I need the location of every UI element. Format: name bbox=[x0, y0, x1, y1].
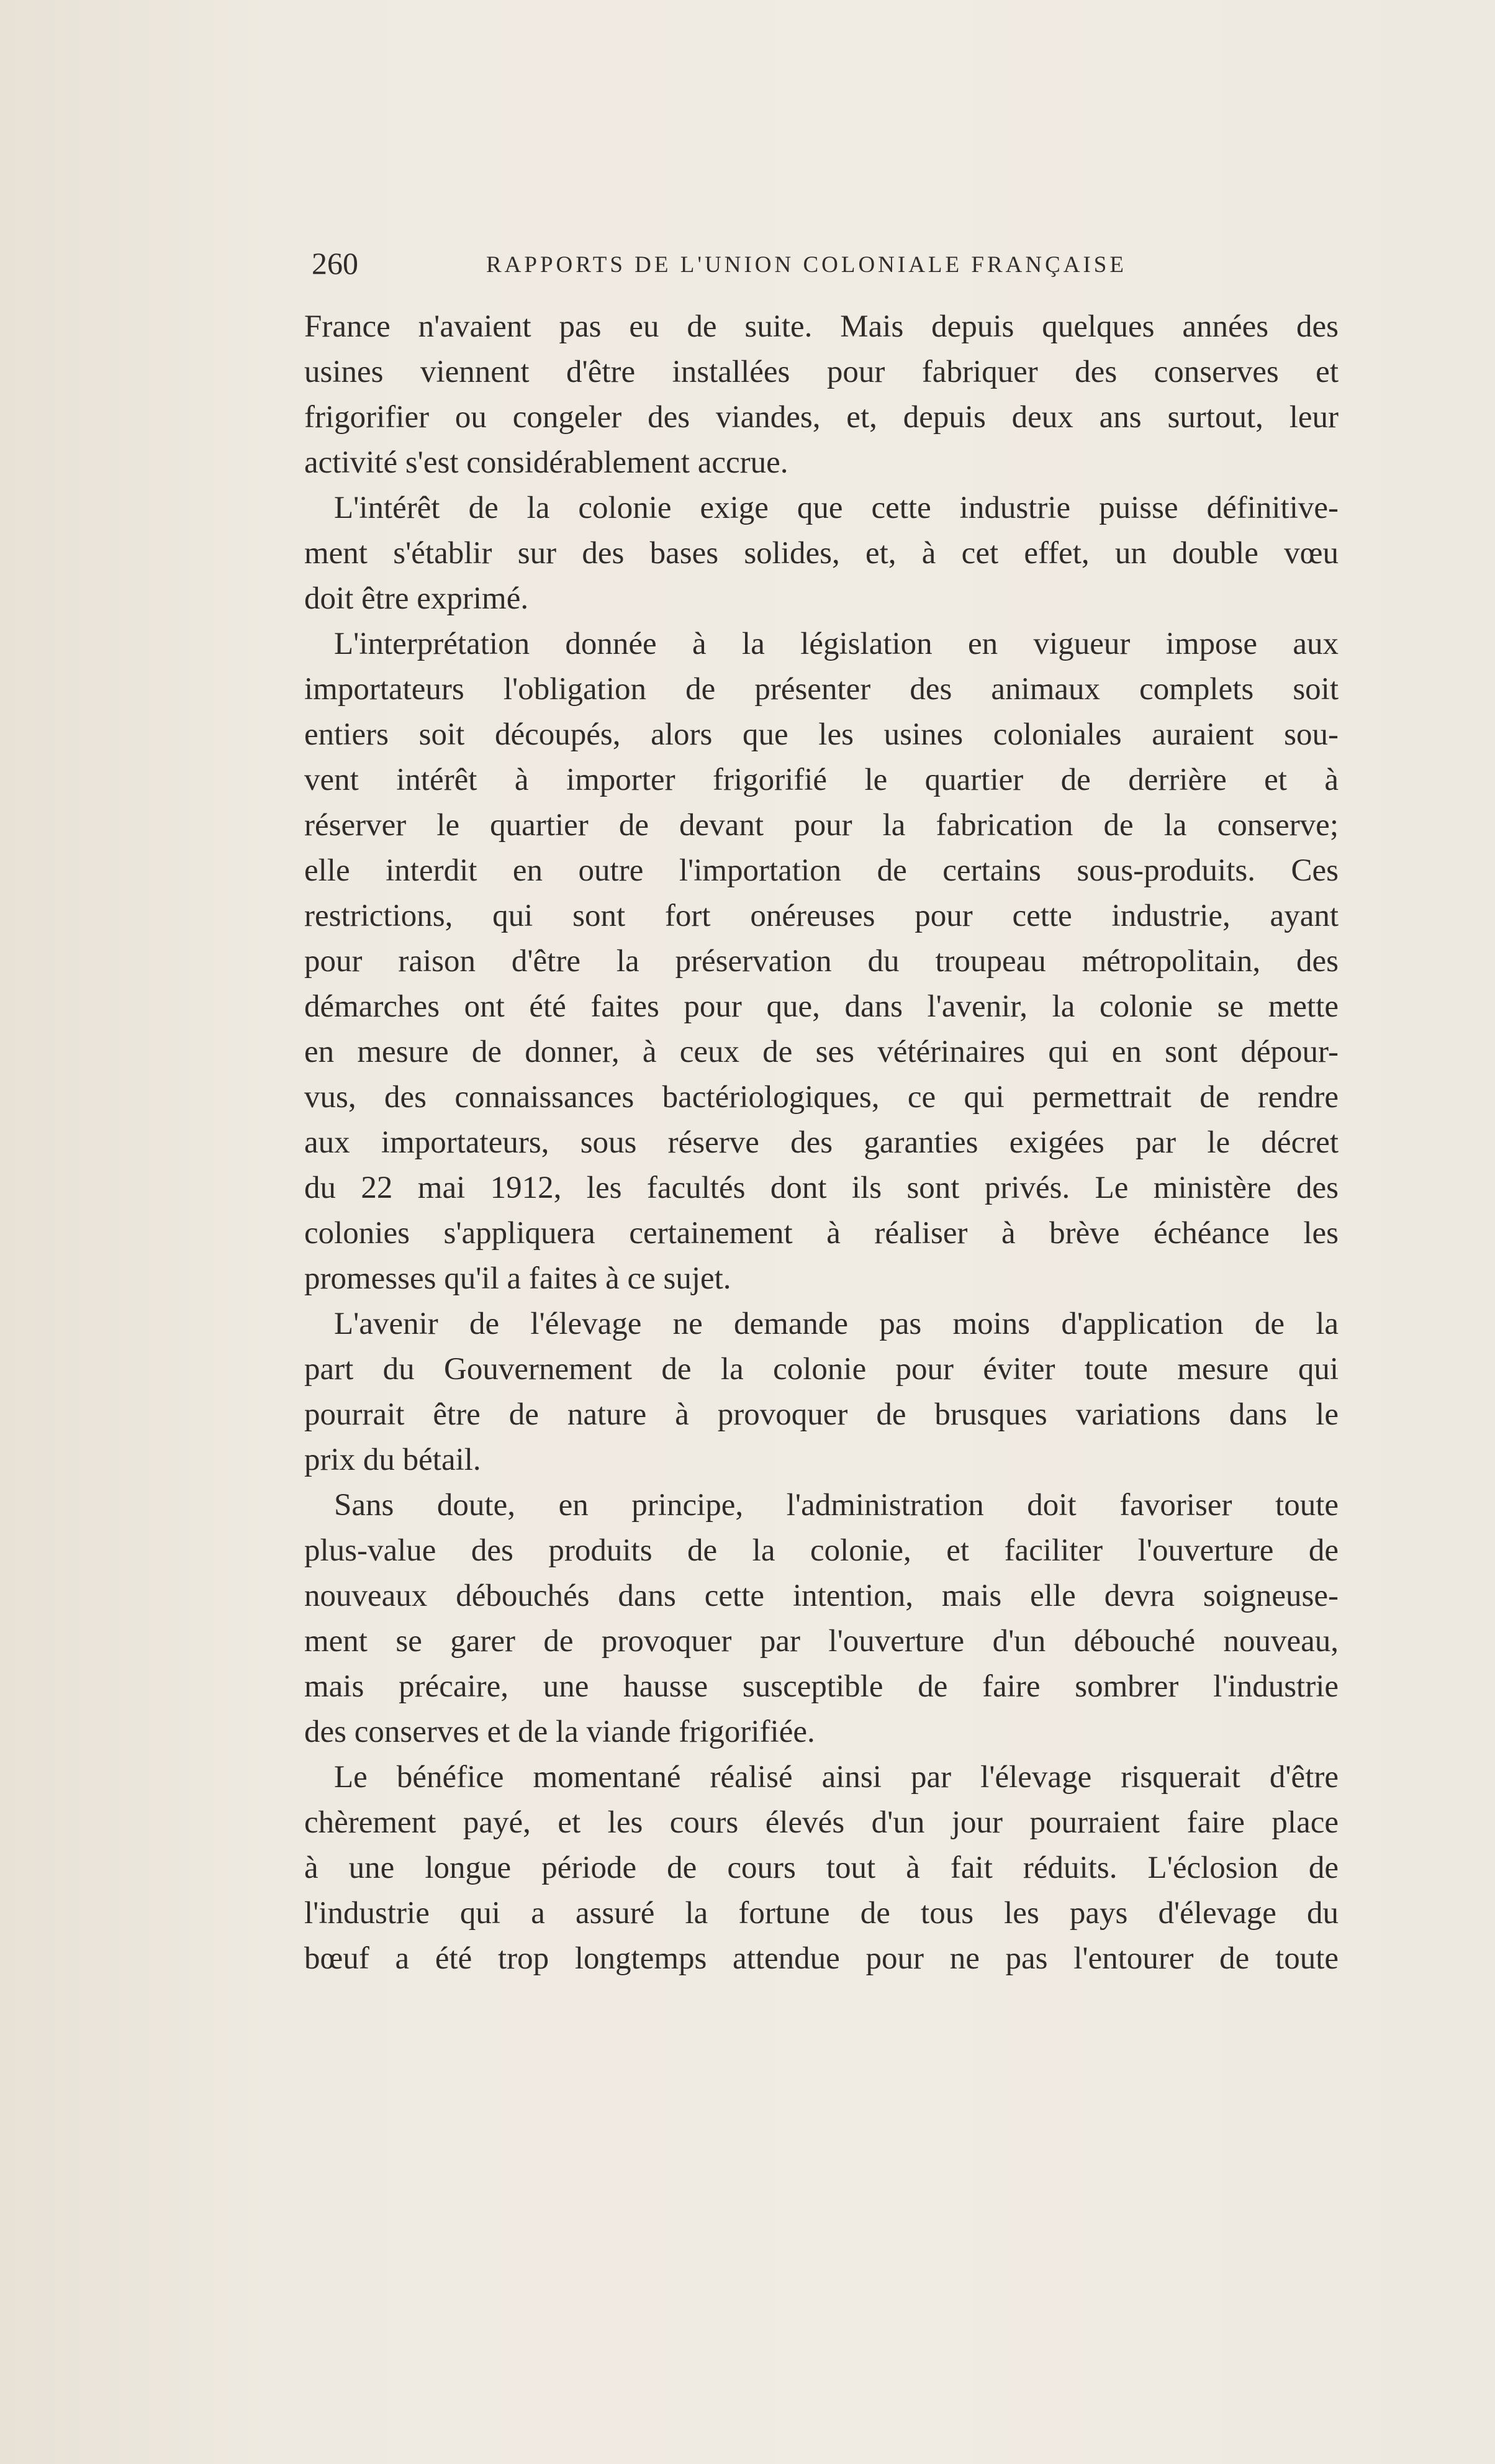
text-line: activité s'est considérablement accrue. bbox=[304, 445, 788, 480]
page-header bbox=[304, 243, 1339, 287]
text-line: France n'avaient pas eu de suite. Mais depuis quelques années des bbox=[304, 309, 1339, 344]
text-line: l'industrie qui a assuré la fortune de tous les pays d'élevage du bbox=[304, 1896, 1339, 1931]
text-line: réserver le quartier de devant pour la fabrication de la conserve; bbox=[304, 808, 1339, 843]
text-line: vent intérêt à importer frigorifié le quartier de derrière et à bbox=[304, 763, 1339, 797]
paragraph bbox=[304, 1483, 1339, 1755]
text-line: mais précaire, une hausse susceptible de faire sombrer l'industrie bbox=[304, 1669, 1339, 1704]
text-line: en mesure de donner, à ceux de ses vétérinaires qui en sont dépour- bbox=[304, 1035, 1339, 1069]
text-line: L'intérêt de la colonie exige que cette industrie puisse définitive- bbox=[334, 491, 1339, 525]
text-line: pourrait être de nature à provoquer de brusques variations dans le bbox=[304, 1397, 1339, 1432]
text-line: usines viennent d'être installées pour fabriquer des conserves et bbox=[304, 355, 1339, 389]
page-number: 260 bbox=[312, 246, 358, 281]
paragraph bbox=[304, 486, 1339, 622]
text-line: à une longue période de cours tout à fait réduits. L'éclosion de bbox=[304, 1850, 1339, 1885]
text-line: pour raison d'être la préservation du troupeau métropolitain, des bbox=[304, 944, 1339, 979]
body-text bbox=[304, 304, 1339, 1982]
text-line: importateurs l'obligation de présenter des animaux complets soit bbox=[304, 672, 1339, 707]
text-line: plus-value des produits de la colonie, et faciliter l'ouverture de bbox=[304, 1533, 1339, 1568]
text-line: Le bénéfice momentané réalisé ainsi par l'élevage risquerait d'être bbox=[334, 1760, 1339, 1795]
text-line: vus, des connaissances bactériologiques, ce qui permettrait de rendre bbox=[304, 1080, 1339, 1115]
text-line: doit être exprimé. bbox=[304, 581, 529, 616]
text-line: Sans doute, en principe, l'administration doit favoriser toute bbox=[334, 1488, 1339, 1523]
text-line: part du Gouvernement de la colonie pour éviter toute mesure qui bbox=[304, 1352, 1339, 1387]
text-line: chèrement payé, et les cours élevés d'un jour pourraient faire place bbox=[304, 1805, 1339, 1840]
text-line: nouveaux débouchés dans cette intention, mais elle devra soigneuse- bbox=[304, 1578, 1339, 1613]
text-line: des conserves et de la viande frigorifiée. bbox=[304, 1714, 815, 1749]
text-line: prix du bétail. bbox=[304, 1443, 481, 1477]
paragraph bbox=[304, 304, 1339, 486]
text-line: frigorifier ou congeler des viandes, et, depuis deux ans surtout, leur bbox=[304, 400, 1339, 435]
text-line: restrictions, qui sont fort onéreuses pour cette industrie, ayant bbox=[304, 899, 1339, 933]
text-line: promesses qu'il a faites à ce sujet. bbox=[304, 1261, 731, 1296]
text-line: du 22 mai 1912, les facultés dont ils sont privés. Le ministère des bbox=[304, 1171, 1339, 1205]
text-line: ment se garer de provoquer par l'ouverture d'un débouché nouveau, bbox=[304, 1624, 1339, 1659]
running-head: RAPPORTS DE L'UNION COLONIALE FRANÇAISE bbox=[486, 252, 1127, 278]
text-line: aux importateurs, sous réserve des garanties exigées par le décret bbox=[304, 1125, 1339, 1160]
text-line: démarches ont été faites pour que, dans l'avenir, la colonie se mette bbox=[304, 989, 1339, 1024]
text-line: bœuf a été trop longtemps attendue pour ne pas l'entourer de toute bbox=[304, 1941, 1339, 1976]
text-line: L'avenir de l'élevage ne demande pas moins d'application de la bbox=[334, 1307, 1339, 1341]
text-line: colonies s'appliquera certainement à réaliser à brève échéance les bbox=[304, 1216, 1339, 1251]
text-line: elle interdit en outre l'importation de certains sous-produits. Ces bbox=[304, 853, 1339, 888]
paragraph bbox=[304, 1755, 1339, 1982]
text-line: ment s'établir sur des bases solides, et, à cet effet, un double vœu bbox=[304, 536, 1339, 571]
text-line: entiers soit découpés, alors que les usines coloniales auraient sou- bbox=[304, 717, 1339, 752]
paragraph bbox=[304, 1302, 1339, 1483]
text-line: L'interprétation donnée à la législation en vigueur impose aux bbox=[334, 627, 1339, 661]
paragraph bbox=[304, 622, 1339, 1302]
